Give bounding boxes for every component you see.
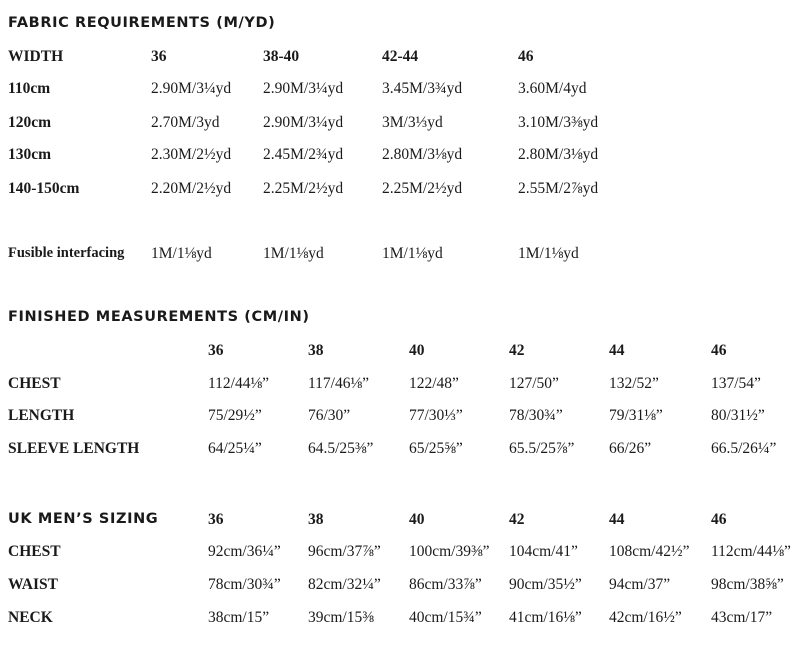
- finished-size-header: 36: [208, 342, 224, 359]
- fabric-row-label: 110cm: [8, 80, 51, 97]
- finished-cell: 66.5/26¼”: [711, 440, 777, 457]
- fabric-size-header: 38-40: [263, 48, 300, 65]
- finished-cell: 76/30”: [308, 407, 351, 424]
- finished-cell: 79/31⅛”: [609, 407, 663, 424]
- fabric-size-header: 46: [518, 48, 534, 65]
- uk-cell: 98cm/38⅝”: [711, 576, 784, 593]
- uk-cell: 96cm/37⅞”: [308, 543, 381, 560]
- interfacing-cell: 1M/1⅛yd: [382, 245, 443, 262]
- finished-size-header: 40: [409, 342, 425, 359]
- finished-cell: 127/50”: [509, 375, 559, 392]
- uk-cell: 92cm/36¼”: [208, 543, 281, 560]
- fabric-cell: 3.60M/4yd: [518, 80, 587, 97]
- fabric-size-header: 36: [151, 48, 167, 65]
- uk-cell: 78cm/30¾”: [208, 576, 281, 593]
- finished-cell: 65/25⅝”: [409, 440, 463, 457]
- fabric-cell: 3.10M/3⅜yd: [518, 114, 599, 131]
- uk-cell: 82cm/32¼”: [308, 576, 381, 593]
- finished-cell: 117/46⅛”: [308, 375, 369, 392]
- finished-cell: 77/30⅓”: [409, 407, 463, 424]
- finished-row-label: LENGTH: [8, 407, 75, 424]
- finished-size-header: 38: [308, 342, 324, 359]
- uk-cell: 112cm/44⅛”: [711, 543, 791, 560]
- uk-cell: 100cm/39⅜”: [409, 543, 490, 560]
- finished-size-header: 44: [609, 342, 625, 359]
- fabric-cell: 2.25M/2½yd: [263, 180, 344, 197]
- fabric-size-header: 42-44: [382, 48, 419, 65]
- uk-row-label: CHEST: [8, 543, 61, 560]
- fabric-cell: 2.90M/3¼yd: [263, 114, 344, 131]
- uk-size-header: 36: [208, 511, 224, 528]
- fabric-row-label: 130cm: [8, 146, 52, 163]
- uk-size-header: 42: [509, 511, 525, 528]
- uk-cell: 40cm/15¾”: [409, 609, 482, 626]
- finished-cell: 122/48”: [409, 375, 459, 392]
- finished-cell: 65.5/25⅞”: [509, 440, 575, 457]
- fabric-cell: 2.90M/3¼yd: [263, 80, 344, 97]
- uk-size-header: 44: [609, 511, 625, 528]
- finished-cell: 64.5/25⅜”: [308, 440, 374, 457]
- uk-cell: 86cm/33⅞”: [409, 576, 482, 593]
- fabric-row-label: 120cm: [8, 114, 52, 131]
- fabric-cell: 3M/3⅓yd: [382, 114, 443, 131]
- finished-cell: 75/29½”: [208, 407, 262, 424]
- fabric-cell: 3.45M/3¾yd: [382, 80, 463, 97]
- fabric-cell: 2.20M/2½yd: [151, 180, 232, 197]
- uk-sizing-heading: UK MEN’S SIZING: [8, 511, 159, 527]
- finished-cell: 64/25¼”: [208, 440, 262, 457]
- uk-size-header: 40: [409, 511, 425, 528]
- uk-cell: 94cm/37”: [609, 576, 671, 593]
- finished-row-label: CHEST: [8, 375, 61, 392]
- uk-cell: 43cm/17”: [711, 609, 773, 626]
- uk-row-label: WAIST: [8, 576, 58, 593]
- uk-size-header: 46: [711, 511, 727, 528]
- uk-cell: 108cm/42½”: [609, 543, 690, 560]
- fabric-requirements-heading: FABRIC REQUIREMENTS (M/YD): [8, 15, 276, 31]
- fabric-cell: 2.80M/3⅛yd: [518, 146, 599, 163]
- fabric-cell: 2.80M/3⅛yd: [382, 146, 463, 163]
- fabric-cell: 2.70M/3yd: [151, 114, 220, 131]
- fabric-cell: 2.45M/2¾yd: [263, 146, 344, 163]
- finished-row-label: SLEEVE LENGTH: [8, 440, 140, 457]
- finished-size-header: 42: [509, 342, 525, 359]
- finished-cell: 132/52”: [609, 375, 659, 392]
- uk-size-header: 38: [308, 511, 324, 528]
- interfacing-cell: 1M/1⅛yd: [263, 245, 324, 262]
- interfacing-cell: 1M/1⅛yd: [518, 245, 579, 262]
- fabric-cell: 2.30M/2½yd: [151, 146, 232, 163]
- fabric-row-label: 140-150cm: [8, 180, 80, 197]
- interfacing-cell: 1M/1⅛yd: [151, 245, 212, 262]
- width-label: WIDTH: [8, 48, 64, 65]
- uk-cell: 41cm/16⅛”: [509, 609, 582, 626]
- uk-cell: 42cm/16½”: [609, 609, 682, 626]
- uk-cell: 39cm/15⅜: [308, 609, 374, 626]
- fabric-cell: 2.25M/2½yd: [382, 180, 463, 197]
- finished-measurements-heading: FINISHED MEASUREMENTS (CM/IN): [8, 309, 310, 325]
- finished-size-header: 46: [711, 342, 727, 359]
- finished-cell: 112/44⅛”: [208, 375, 269, 392]
- uk-cell: 90cm/35½”: [509, 576, 582, 593]
- finished-cell: 137/54”: [711, 375, 761, 392]
- uk-row-label: NECK: [8, 609, 53, 626]
- finished-cell: 80/31½”: [711, 407, 765, 424]
- interfacing-label: Fusible interfacing: [8, 245, 125, 261]
- finished-cell: 78/30¾”: [509, 407, 563, 424]
- fabric-cell: 2.55M/2⅞yd: [518, 180, 599, 197]
- fabric-cell: 2.90M/3¼yd: [151, 80, 232, 97]
- uk-cell: 104cm/41”: [509, 543, 578, 560]
- finished-cell: 66/26”: [609, 440, 652, 457]
- uk-cell: 38cm/15”: [208, 609, 270, 626]
